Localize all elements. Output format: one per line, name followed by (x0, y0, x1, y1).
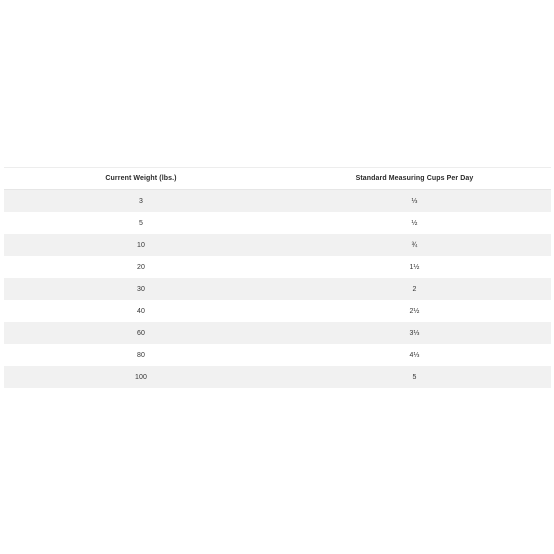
table-row (4, 300, 551, 322)
cups-cell: 4⅓ (278, 344, 551, 366)
weight-cell: 80 (4, 344, 278, 366)
weight-cell: 40 (4, 300, 278, 322)
weight-cell: 20 (4, 256, 278, 278)
cups-cell: 3⅓ (278, 322, 551, 344)
table-row (4, 366, 551, 388)
weight-cell: 10 (4, 234, 278, 256)
weight-cell: 60 (4, 322, 278, 344)
table-header (4, 168, 551, 190)
feeding-chart-table (4, 167, 551, 388)
cups-cell: 5 (278, 366, 551, 388)
header-row (4, 168, 551, 190)
table-row (4, 234, 551, 256)
weight-cell: 5 (4, 212, 278, 234)
cups-cell: ¾ (278, 234, 551, 256)
table-row (4, 344, 551, 366)
table-row (4, 322, 551, 344)
cups-cell: ⅓ (278, 190, 551, 213)
table-row (4, 212, 551, 234)
weight-cell: 3 (4, 190, 278, 213)
table-row (4, 190, 551, 213)
weight-cell: 30 (4, 278, 278, 300)
table-row (4, 278, 551, 300)
header-current-weight: Current Weight (lbs.) (4, 168, 278, 190)
cups-cell: 1½ (278, 256, 551, 278)
cups-cell: 2½ (278, 300, 551, 322)
table-body (4, 190, 551, 389)
cups-cell: 2 (278, 278, 551, 300)
table-row (4, 256, 551, 278)
weight-cell: 100 (4, 366, 278, 388)
header-cups-per-day: Standard Measuring Cups Per Day (278, 168, 551, 190)
cups-cell: ½ (278, 212, 551, 234)
